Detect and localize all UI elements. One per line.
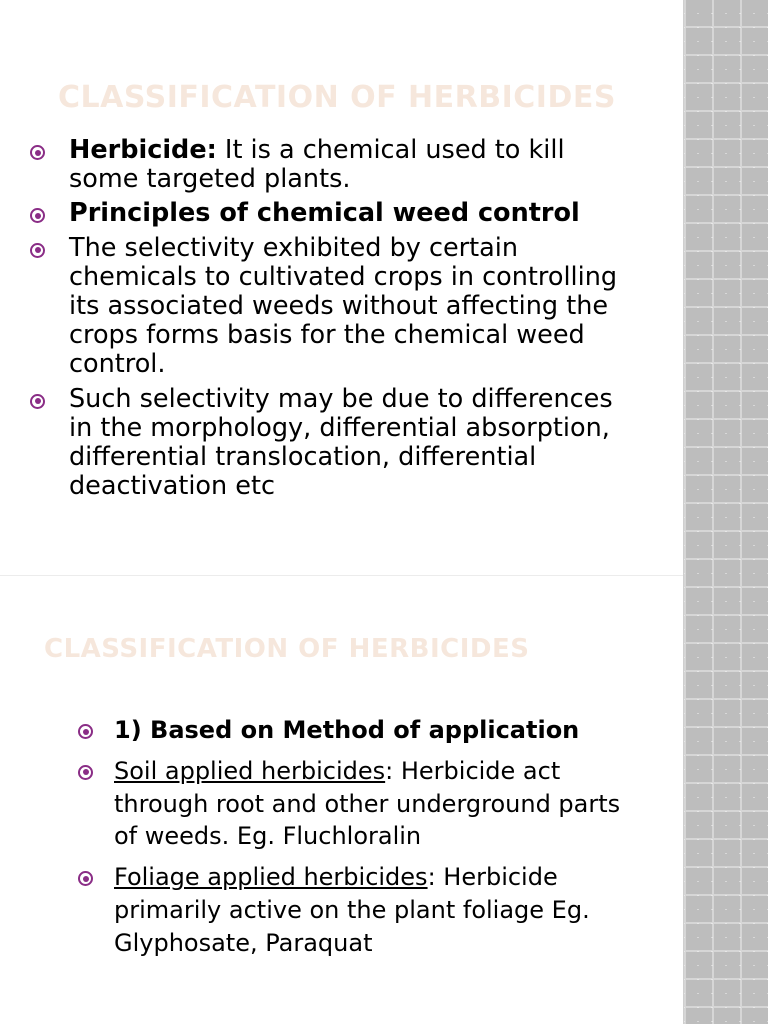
bullet-term: Herbicide: [69, 135, 217, 165]
list-item [30, 234, 630, 380]
bullet-text: It is a chemical used to kill some targeted plants. [69, 135, 565, 195]
circled-dot-icon [30, 145, 45, 160]
list-item [30, 385, 630, 502]
list-item [78, 755, 638, 853]
bullet-term: Soil applied herbicides [114, 756, 386, 785]
list-item [78, 714, 638, 747]
slide-2-bullet-list [78, 714, 638, 968]
list-item [78, 861, 638, 959]
slide-1-bullet-list [30, 136, 630, 506]
bullet-heading: Principles of chemical weed control [69, 198, 580, 229]
circled-dot-icon [30, 394, 45, 409]
circled-dot-icon [78, 724, 93, 739]
bullet-text: The selectivity exhibited by certain chemicals to cultivated crops in controlling its associated weeds without affecting the crops forms basis for the chemical weed control. [69, 232, 618, 380]
list-item [30, 199, 630, 228]
circled-dot-icon [78, 871, 93, 886]
slide-2-title: CLASSIFICATION OF HERBICIDES [44, 634, 530, 664]
circled-dot-icon [30, 208, 45, 223]
circled-dot-icon [30, 243, 45, 258]
circled-dot-icon [78, 765, 93, 780]
slide-1-title: CLASSIFICATION OF HERBICIDES [58, 80, 616, 115]
bullet-heading: 1) Based on Method of application [114, 716, 580, 744]
bullet-term: Foliage applied herbicides [114, 863, 428, 892]
slide-divider [0, 575, 684, 576]
bullet-text: : Herbicide primarily active on the plant foliage Eg. Glyphosate, Paraquat [114, 863, 590, 957]
list-item [30, 136, 630, 194]
side-pattern-decoration [683, 0, 768, 1024]
bullet-text: : Herbicide act through root and other underground parts of weeds. Eg. Fluchloralin [114, 756, 621, 851]
bullet-text: Such selectivity may be due to differences in the morphology, differential absorption, differential translocation, differential deactivation etc [69, 383, 613, 502]
